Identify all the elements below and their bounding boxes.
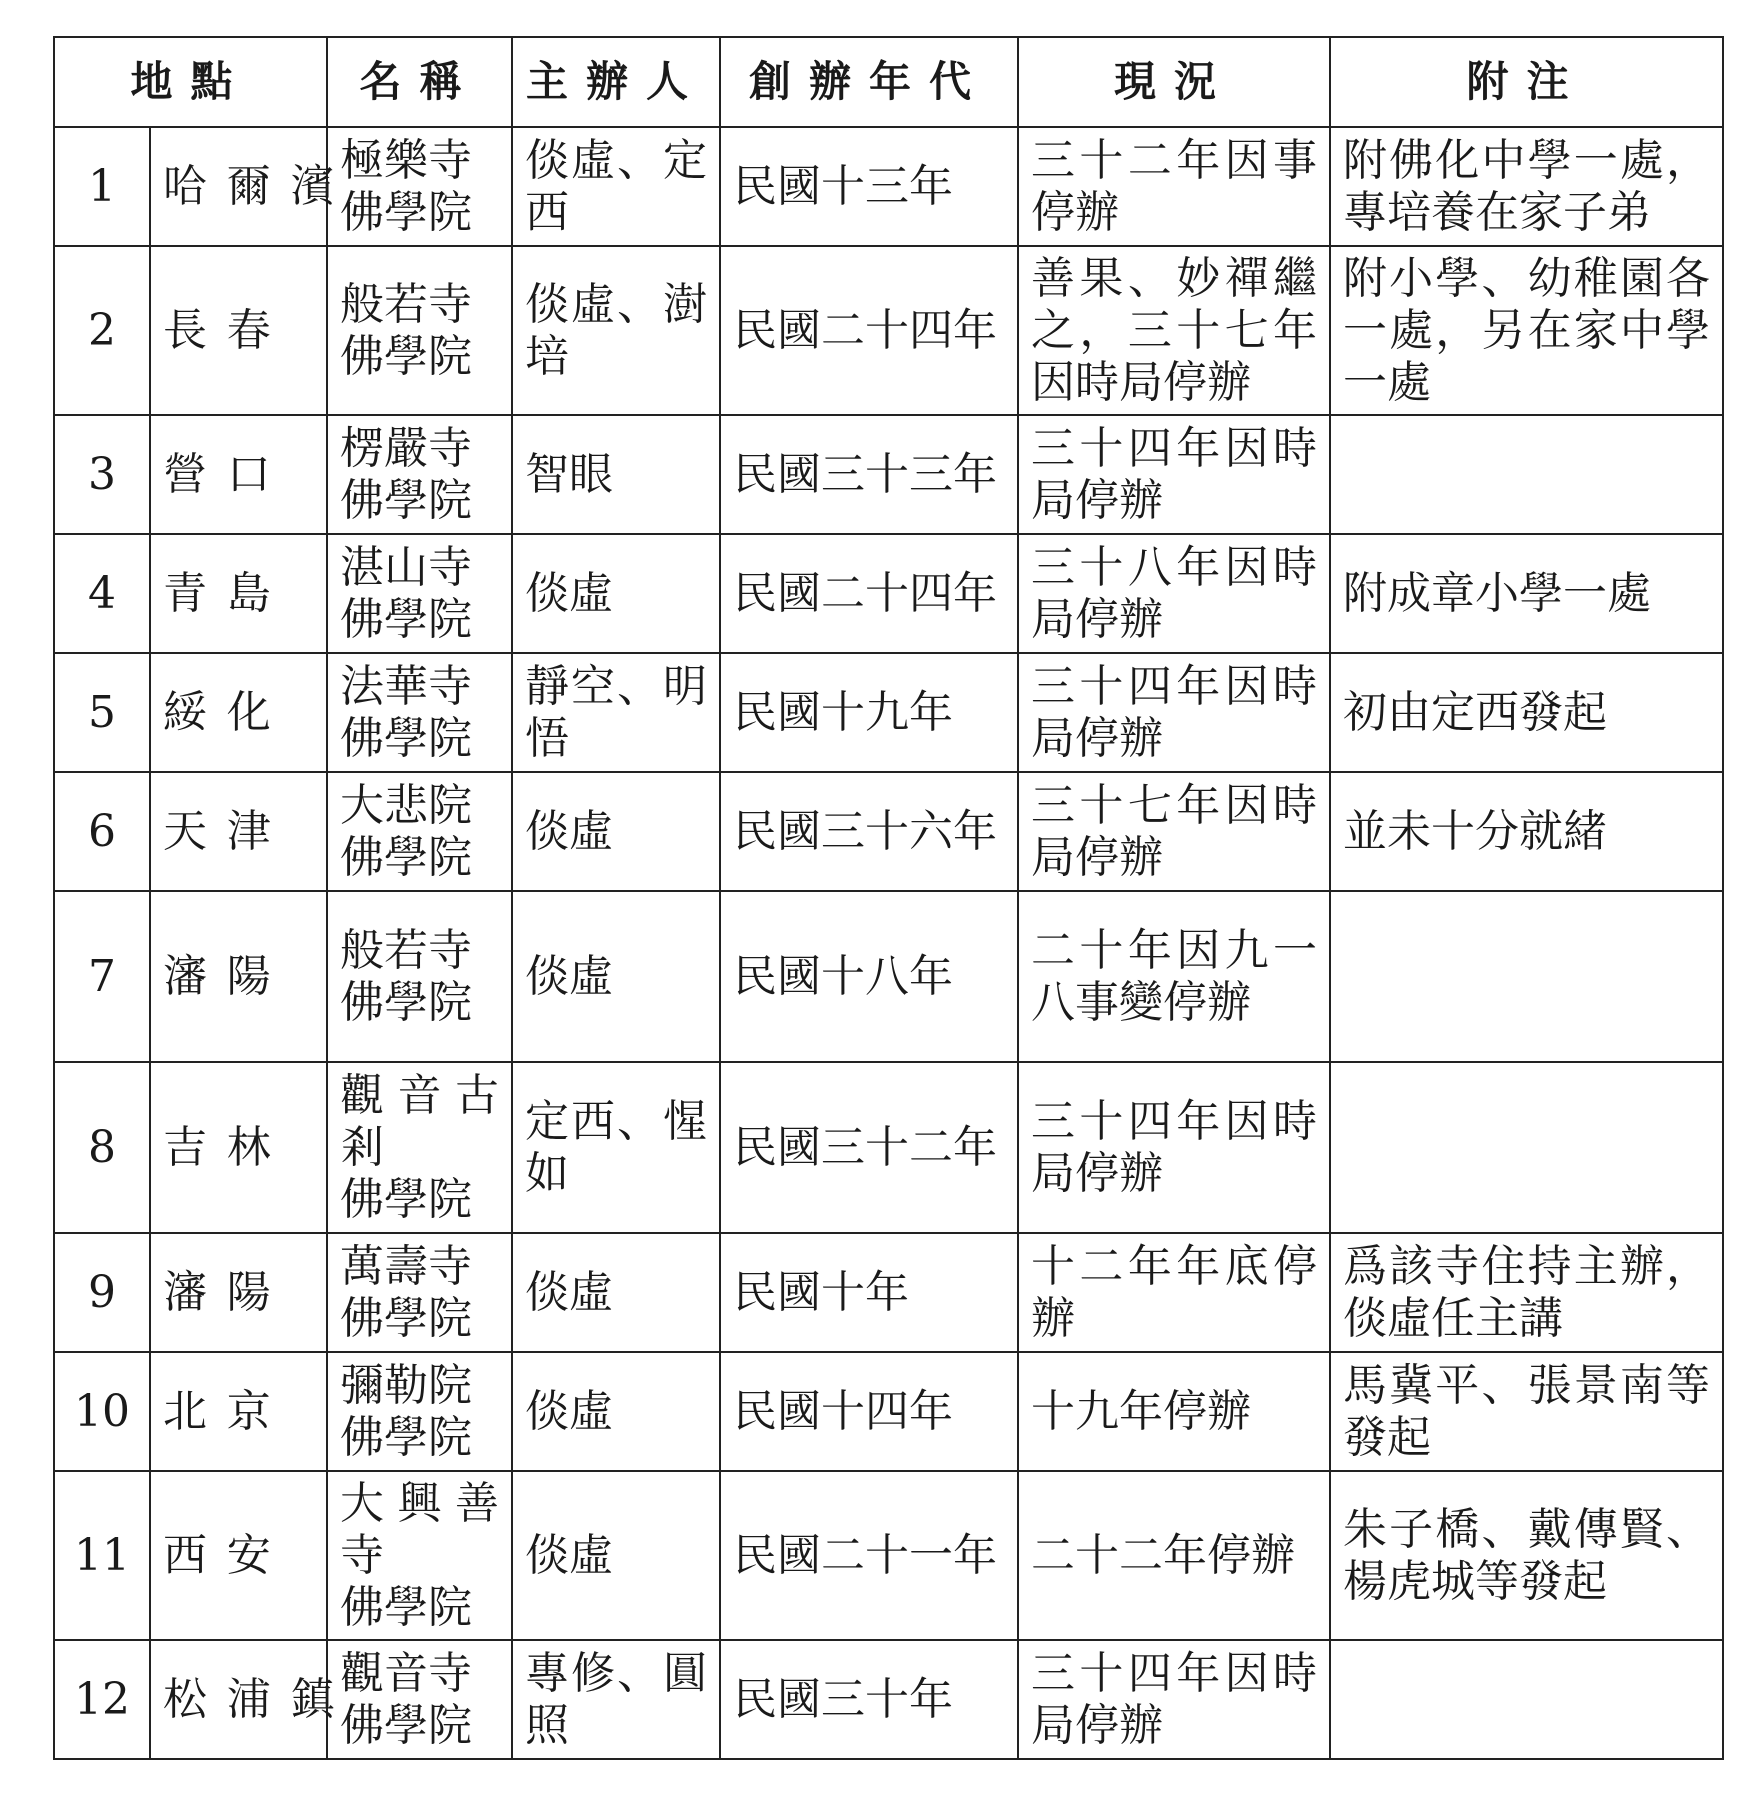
row-number: 2	[54, 246, 150, 415]
table-row	[54, 653, 1723, 772]
table-row	[54, 246, 1723, 415]
name-cell: 般若寺 佛學院	[327, 891, 512, 1062]
founded-cell: 民國二十四年	[720, 534, 1018, 653]
row-number: 10	[54, 1352, 150, 1471]
row-number: 9	[54, 1233, 150, 1352]
name-cell: 大興善寺 佛學院	[327, 1471, 512, 1640]
status-cell: 善果、妙禪繼之，三十七年因時局停辦	[1018, 246, 1330, 415]
organizer-cell: 倓虛	[512, 1471, 720, 1640]
founded-cell: 民國二十一年	[720, 1471, 1018, 1640]
founded-cell: 民國三十六年	[720, 772, 1018, 891]
notes-cell: 附成章小學一處	[1330, 534, 1723, 653]
status-cell: 三十四年因時局停辦	[1018, 653, 1330, 772]
row-number: 11	[54, 1471, 150, 1640]
notes-cell: 初由定西發起	[1330, 653, 1723, 772]
table-row	[54, 1471, 1723, 1640]
table-row	[54, 415, 1723, 534]
row-number: 1	[54, 127, 150, 246]
header-organizer: 主辦人	[512, 37, 720, 127]
status-cell: 十九年停辦	[1018, 1352, 1330, 1471]
name-cell: 楞嚴寺 佛學院	[327, 415, 512, 534]
row-number: 4	[54, 534, 150, 653]
status-cell: 二十二年停辦	[1018, 1471, 1330, 1640]
notes-cell	[1330, 1640, 1723, 1759]
notes-cell: 附小學、幼稚園各一處，另在家中學一處	[1330, 246, 1723, 415]
name-cell: 彌勒院 佛學院	[327, 1352, 512, 1471]
header-status: 現況	[1018, 37, 1330, 127]
header-founded: 創辦年代	[720, 37, 1018, 127]
organizer-cell: 倓虛	[512, 534, 720, 653]
location-cell: 瀋陽	[150, 1233, 327, 1352]
status-cell: 三十八年因時局停辦	[1018, 534, 1330, 653]
table-row	[54, 1640, 1723, 1759]
organizer-cell: 倓虛	[512, 1233, 720, 1352]
organizer-cell: 倓虛、定西	[512, 127, 720, 246]
organizer-cell: 智眼	[512, 415, 720, 534]
table-row	[54, 1062, 1723, 1233]
name-cell: 大悲院 佛學院	[327, 772, 512, 891]
organizer-cell: 專修、圓照	[512, 1640, 720, 1759]
location-cell: 松浦鎮	[150, 1640, 327, 1759]
founded-cell: 民國三十年	[720, 1640, 1018, 1759]
name-cell: 般若寺 佛學院	[327, 246, 512, 415]
founded-cell: 民國十四年	[720, 1352, 1018, 1471]
founded-cell: 民國十八年	[720, 891, 1018, 1062]
location-cell: 哈爾濱	[150, 127, 327, 246]
table-row	[54, 1352, 1723, 1471]
location-cell: 青島	[150, 534, 327, 653]
founded-cell: 民國三十二年	[720, 1062, 1018, 1233]
table-row	[54, 772, 1723, 891]
row-number: 7	[54, 891, 150, 1062]
institutes-table	[53, 36, 1724, 1760]
location-cell: 北京	[150, 1352, 327, 1471]
location-cell: 西安	[150, 1471, 327, 1640]
name-cell: 萬壽寺 佛學院	[327, 1233, 512, 1352]
notes-cell: 附佛化中學一處，專培養在家子弟	[1330, 127, 1723, 246]
notes-cell	[1330, 415, 1723, 534]
status-cell: 十二年年底停辦	[1018, 1233, 1330, 1352]
table-row	[54, 534, 1723, 653]
row-number: 12	[54, 1640, 150, 1759]
location-cell: 長春	[150, 246, 327, 415]
founded-cell: 民國十年	[720, 1233, 1018, 1352]
table-row	[54, 891, 1723, 1062]
row-number: 5	[54, 653, 150, 772]
name-cell: 觀音古剎 佛學院	[327, 1062, 512, 1233]
name-cell: 法華寺 佛學院	[327, 653, 512, 772]
status-cell: 三十四年因時局停辦	[1018, 415, 1330, 534]
status-cell: 三十二年因事停辦	[1018, 127, 1330, 246]
table-row	[54, 1233, 1723, 1352]
row-number: 8	[54, 1062, 150, 1233]
row-number: 3	[54, 415, 150, 534]
notes-cell	[1330, 891, 1723, 1062]
row-number: 6	[54, 772, 150, 891]
status-cell: 二十年因九一八事變停辦	[1018, 891, 1330, 1062]
founded-cell: 民國二十四年	[720, 246, 1018, 415]
header-notes: 附注	[1330, 37, 1723, 127]
status-cell: 三十四年因時局停辦	[1018, 1640, 1330, 1759]
location-cell: 吉林	[150, 1062, 327, 1233]
organizer-cell: 倓虛	[512, 1352, 720, 1471]
name-cell: 觀音寺 佛學院	[327, 1640, 512, 1759]
founded-cell: 民國十九年	[720, 653, 1018, 772]
location-cell: 綏化	[150, 653, 327, 772]
notes-cell: 朱子橋、戴傳賢、楊虎城等發起	[1330, 1471, 1723, 1640]
organizer-cell: 倓虛	[512, 891, 720, 1062]
organizer-cell: 定西、惺如	[512, 1062, 720, 1233]
status-cell: 三十四年因時局停辦	[1018, 1062, 1330, 1233]
founded-cell: 民國十三年	[720, 127, 1018, 246]
notes-cell	[1330, 1062, 1723, 1233]
notes-cell: 爲該寺住持主辦，倓虛任主講	[1330, 1233, 1723, 1352]
status-cell: 三十七年因時局停辦	[1018, 772, 1330, 891]
name-cell: 極樂寺 佛學院	[327, 127, 512, 246]
table-body	[54, 127, 1723, 1759]
notes-cell: 並未十分就緒	[1330, 772, 1723, 891]
notes-cell: 馬冀平、張景南等發起	[1330, 1352, 1723, 1471]
header-name: 名稱	[327, 37, 512, 127]
header-row	[54, 37, 1723, 127]
founded-cell: 民國三十三年	[720, 415, 1018, 534]
organizer-cell: 倓虛	[512, 772, 720, 891]
header-location: 地點	[54, 37, 327, 127]
name-cell: 湛山寺 佛學院	[327, 534, 512, 653]
location-cell: 營口	[150, 415, 327, 534]
organizer-cell: 靜空、明悟	[512, 653, 720, 772]
organizer-cell: 倓虛、澍培	[512, 246, 720, 415]
table-row	[54, 127, 1723, 246]
location-cell: 天津	[150, 772, 327, 891]
location-cell: 瀋陽	[150, 891, 327, 1062]
